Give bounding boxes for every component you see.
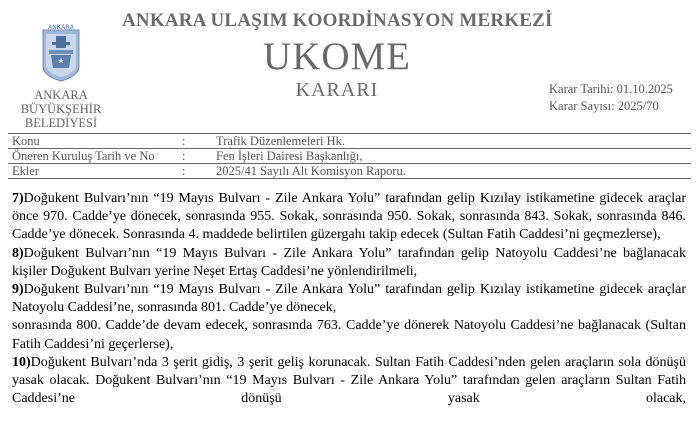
decision-item	[12, 281, 686, 317]
document-title: UKOME	[263, 35, 411, 78]
info-row-proposer	[8, 149, 691, 164]
info-row-attachments	[8, 164, 691, 179]
decision-item	[12, 354, 686, 409]
info-value: Trafik Düzenlemeleri Hk.	[216, 134, 346, 148]
decision-item	[12, 245, 686, 281]
info-value: 2025/41 Sayılı Alt Komisyon Raporu.	[216, 164, 406, 178]
info-separator: :	[182, 164, 186, 178]
item-text: Doğukent Bulvarı’nda 3 şerit gidiş, 3 şerit geliş korunacak. Sultan Fatih Caddesi’nden gelen araçların sola dönüşü yasak olacak. Doğukent Bulvarı’nın “19 Mayıs Bulvarı - Zile Ankara Yolu” tarafından gelen araçların Sultan Fatih Caddesi’ne dönüşü yasak olacak,	[12, 354, 686, 407]
info-value: Fen İşleri Dairesi Başkanlığı,	[216, 149, 363, 163]
item-text: Doğukent Bulvarı’nın “19 Mayıs Bulvarı - Zile Ankara Yolu” tarafından gelip Kızılay istikametine gidecek araçlar Natoyolu Caddesi’ne, sonrasında 801. Cadde’ye dönecek,	[12, 282, 686, 316]
municipality-name: ANKARA BÜYÜKŞEHİR BELEDİYESİ	[20, 88, 102, 130]
item-text: Doğukent Bulvarı’nın “19 Mayıs Bulvarı - Zile Ankara Yolu” tarafından gelip Natoyolu Caddesi’ne bağlanacak kişiler Doğukent Bulvarı yerine Neşet Ertaş Caddesi’ne yönlendirilmeli,	[12, 245, 686, 279]
municipality-logo-icon	[41, 22, 81, 82]
organization-name: ANKARA ULAŞIM KOORDİNASYON MERKEZİ	[122, 10, 553, 31]
decision-meta	[549, 81, 673, 115]
item-text: sonrasında 800. Cadde’de devam edecek, sonrasında 763. Cadde’ye dönerek Natoyolu Caddesi’ne bağlanacak (Sultan Fatih Caddesi’ni geçerlerse),	[12, 318, 686, 352]
item-number: 8)	[12, 245, 24, 261]
decision-body	[12, 190, 686, 408]
decision-number: Karar Sayısı: 2025/70	[549, 99, 659, 113]
decision-item-continued	[12, 317, 686, 353]
info-label: Ekler	[12, 164, 40, 178]
info-table	[8, 133, 691, 179]
info-label: Öneren Kuruluş Tarih ve No	[12, 149, 155, 163]
decision-date: Karar Tarihi: 01.10.2025	[549, 82, 673, 96]
item-text: Doğukent Bulvarı’nın “19 Mayıs Bulvarı - Zile Ankara Yolu” tarafından gelip Kızılay istikametine gidecek araçlar önce 970. Cadde’ye dönecek, sonrasında 955. Sokak, sonrasında 950. Sokak, sonrasında 843. Sokak, sonrasında 846. Cadde’ye dönecek. Sonrasında 4. maddede belirtilen güzergahı takip edecek (Sultan Fatih Caddesi’ni geçmezlerse),	[12, 191, 686, 243]
item-number: 9)	[12, 282, 24, 298]
item-number: 10)	[12, 354, 31, 370]
svg-text:ANKARA: ANKARA	[48, 25, 74, 31]
info-row-subject	[8, 134, 691, 149]
info-separator: :	[182, 149, 186, 163]
item-number: 7)	[12, 191, 24, 206]
decision-item	[12, 190, 686, 245]
document-subtitle: KARARI	[295, 79, 379, 101]
info-separator: :	[182, 134, 186, 148]
info-label: Konu	[12, 134, 40, 148]
